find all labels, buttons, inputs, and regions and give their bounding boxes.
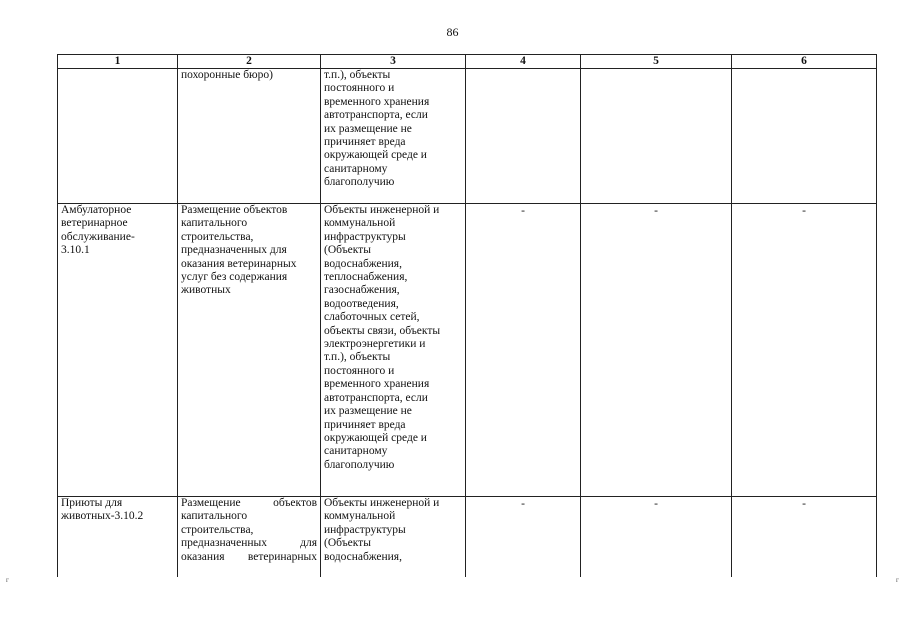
cell-text-line: строительства, bbox=[181, 523, 254, 536]
table-cell-col4: - bbox=[466, 497, 581, 577]
table-cell-col2 bbox=[178, 497, 321, 577]
cell-text-line: их размещение не bbox=[324, 122, 412, 135]
table-cell-col6: - bbox=[732, 204, 877, 497]
cell-text-line: санитарному bbox=[324, 445, 388, 458]
table-cell-col1 bbox=[58, 69, 178, 204]
header-col-4: 4 bbox=[466, 55, 581, 69]
cell-text-line: временного хранения bbox=[324, 95, 430, 108]
table-row bbox=[58, 69, 877, 204]
cell-text-line bbox=[181, 551, 317, 564]
table-cell-col5: - bbox=[581, 204, 732, 497]
cell-text-line: похоронные бюро) bbox=[181, 69, 273, 81]
header-col-6: 6 bbox=[732, 55, 877, 69]
cell-text-line: оказания ветеринарных bbox=[181, 257, 297, 270]
table-cell-col5: - bbox=[581, 497, 732, 577]
cell-text-line: автотранспорта, если bbox=[324, 109, 428, 122]
cell-text-line: услуг без содержания bbox=[181, 271, 288, 284]
header-col-1: 1 bbox=[58, 55, 178, 69]
cell-text-line: окружающей среде и bbox=[324, 431, 427, 444]
cell-text-line: ветеринарное bbox=[61, 217, 128, 230]
cell-text-line: водоотведения, bbox=[324, 297, 399, 310]
table-cell-col1 bbox=[58, 204, 178, 497]
table-cell-col6: - bbox=[732, 497, 877, 577]
cell-text-line: их размещение не bbox=[324, 405, 412, 418]
table-row bbox=[58, 497, 877, 577]
word: объектов bbox=[273, 497, 317, 509]
cell-text-line: капитального bbox=[181, 217, 248, 230]
cell-text-line: водоснабжения, bbox=[324, 550, 402, 563]
cell-text-line: постоянного и bbox=[324, 364, 395, 377]
cell-text-line: объекты связи, объекты bbox=[324, 324, 441, 337]
cell-text-line: причиняет вреда bbox=[324, 136, 406, 149]
cell-text-line: капитального bbox=[181, 510, 248, 523]
left-margin-mark: г bbox=[6, 576, 9, 584]
word: предназначенных bbox=[181, 537, 267, 550]
table-cell-col5 bbox=[581, 69, 732, 204]
table-row bbox=[58, 204, 877, 497]
cell-text-line: Амбулаторное bbox=[61, 204, 132, 216]
cell-text-line: (Объекты bbox=[324, 537, 371, 550]
cell-text-line: Приюты для bbox=[61, 497, 123, 509]
cell-text-line: инфраструктуры bbox=[324, 523, 406, 536]
cell-text-line: т.п.), объекты bbox=[324, 69, 391, 81]
cell-text-line: окружающей среде и bbox=[324, 149, 427, 162]
cell-text-line: водоснабжения, bbox=[324, 257, 402, 270]
table-cell-col3 bbox=[321, 497, 466, 577]
word: Размещение bbox=[181, 497, 241, 509]
cell-text-line: благополучию bbox=[324, 176, 395, 189]
cell-text-line: обслуживание- bbox=[61, 230, 135, 243]
table-cell-col2 bbox=[178, 69, 321, 204]
cell-text-line: животных bbox=[181, 284, 231, 297]
cell-text-line: Объекты инженерной и bbox=[324, 497, 440, 509]
cell-text-line: санитарному bbox=[324, 162, 388, 175]
table-cell-col6 bbox=[732, 69, 877, 204]
cell-text-line: т.п.), объекты bbox=[324, 351, 391, 364]
table-cell-col1 bbox=[58, 497, 178, 577]
cell-text-line: благополучию bbox=[324, 458, 395, 471]
header-col-2: 2 bbox=[178, 55, 321, 69]
cell-text-line: животных-3.10.2 bbox=[61, 510, 144, 523]
cell-text-line: электроэнергетики и bbox=[324, 338, 426, 351]
cell-text-line: причиняет вреда bbox=[324, 418, 406, 431]
cell-text-line: слаботочных сетей, bbox=[324, 311, 420, 324]
page-number: 86 bbox=[446, 25, 459, 39]
cell-text-line: строительства, bbox=[181, 230, 254, 243]
cell-text-line: теплоснабжения, bbox=[324, 271, 408, 284]
cell-text-line: газоснабжения, bbox=[324, 284, 400, 297]
cell-text-line: (Объекты bbox=[324, 244, 371, 257]
table-cell-col3 bbox=[321, 69, 466, 204]
word: оказания bbox=[181, 550, 225, 563]
table-cell-col4 bbox=[466, 69, 581, 204]
table-cell-col3 bbox=[321, 204, 466, 497]
cell-text-line: 3.10.1 bbox=[61, 244, 90, 257]
cell-text-line: Размещение объектов bbox=[181, 204, 288, 216]
right-margin-mark: г bbox=[896, 576, 899, 584]
cell-text-line: Объекты инженерной и bbox=[324, 204, 440, 216]
table-cell-col2 bbox=[178, 204, 321, 497]
table-header-row bbox=[58, 55, 877, 69]
word: ветеринарных bbox=[247, 550, 317, 563]
header-col-3: 3 bbox=[321, 55, 466, 69]
cell-text-line bbox=[181, 497, 317, 510]
cell-text-line: временного хранения bbox=[324, 378, 430, 391]
land-use-table bbox=[57, 54, 877, 577]
table-cell-col4: - bbox=[466, 204, 581, 497]
cell-text-line: предназначенных для bbox=[181, 244, 287, 257]
cell-text-line: постоянного и bbox=[324, 82, 395, 95]
cell-text-line: автотранспорта, если bbox=[324, 391, 428, 404]
header-col-5: 5 bbox=[581, 55, 732, 69]
cell-text-line bbox=[181, 537, 317, 550]
cell-text-line: инфраструктуры bbox=[324, 230, 406, 243]
word: для bbox=[300, 537, 317, 550]
cell-text-line: коммунальной bbox=[324, 217, 396, 230]
cell-text-line: коммунальной bbox=[324, 510, 396, 523]
